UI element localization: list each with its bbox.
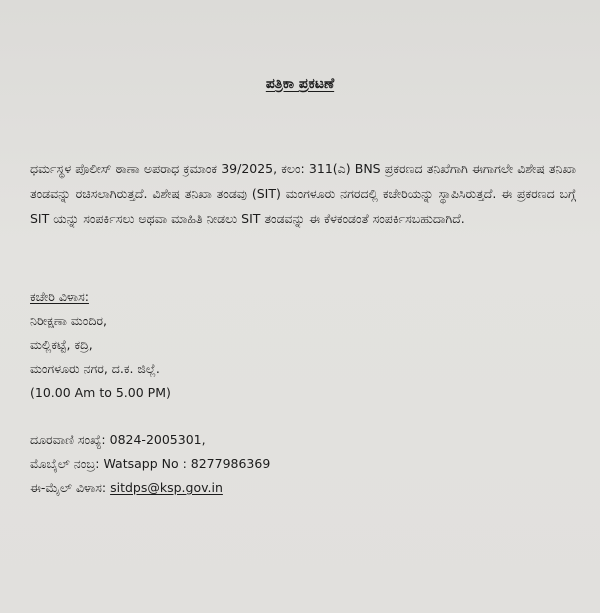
address-heading: ಕಚೇರಿ ವಿಳಾಸ: <box>30 289 89 304</box>
email-row <box>30 476 270 500</box>
office-hours: (10.00 Am to 5.00 PM) <box>30 385 171 400</box>
document-title <box>0 76 600 92</box>
email-label: ಈ-ಮೈಲ್ ವಿಳಾಸ: <box>30 480 107 495</box>
address-line: ಮಲ್ಲಿಕಟ್ಟೆ, ಕದ್ರಿ, <box>30 337 93 352</box>
contact-block <box>30 428 270 500</box>
mobile-label: ಮೊಬೈಲ್ ನಂಬ್ರ: <box>30 456 100 471</box>
title-text: ಪತ್ರಿಕಾ ಪ್ರಕಟಣೆ <box>265 76 335 92</box>
phone-row <box>30 428 270 452</box>
phone-label: ದೂರವಾಣಿ ಸಂಖ್ಯೆ: <box>30 432 106 447</box>
body-paragraph: ಧರ್ಮಸ್ಥಳ ಪೊಲೀಸ್ ಠಾಣಾ ಅಪರಾಧ ಕ್ರಮಾಂಕ 39/2025, ಕಲಂ: 311(ಎ) BNS ಪ್ರಕರಣದ ತನಿಖೆಗಾಗಿ ಈಗಾಗಲೇ ವಿಶೇಷ ತನಿಖಾ ತಂಡವನ್ನು ರಚಿಸಲಾಗಿರುತ್ತದೆ. ವಿಶೇಷ ತನಿಖಾ ತಂಡವು (SIT) ಮಂಗಳೂರು ನಗರದಲ್ಲಿ ಕಚೇರಿಯನ್ನು ಸ್ಥಾಪಿಸಿರುತ್ತದೆ. ಈ ಪ್ರಕರಣದ ಬಗ್ಗೆ SIT ಯನ್ನು ಸಂಪರ್ಕಿಸಲು ಅಥವಾ ಮಾಹಿತಿ ನೀಡಲು SIT ತಂಡವನ್ನು ಈ ಕೆಳಕಂಡಂತೆ ಸಂಪರ್ಕಿಸಬಹುದಾಗಿದೆ. <box>30 161 576 226</box>
mobile-value: Watsapp No : 8277986369 <box>103 456 271 471</box>
office-address-block <box>30 285 171 405</box>
email-value: sitdps@ksp.gov.in <box>110 480 223 495</box>
mobile-row <box>30 452 270 476</box>
address-line: ಮಂಗಳೂರು ನಗರ, ದ.ಕ. ಜಿಲ್ಲೆ. <box>30 361 160 376</box>
address-line: ನಿರೀಕ್ಷಣಾ ಮಂದಿರ, <box>30 313 107 328</box>
phone-value: 0824-2005301, <box>109 432 206 447</box>
